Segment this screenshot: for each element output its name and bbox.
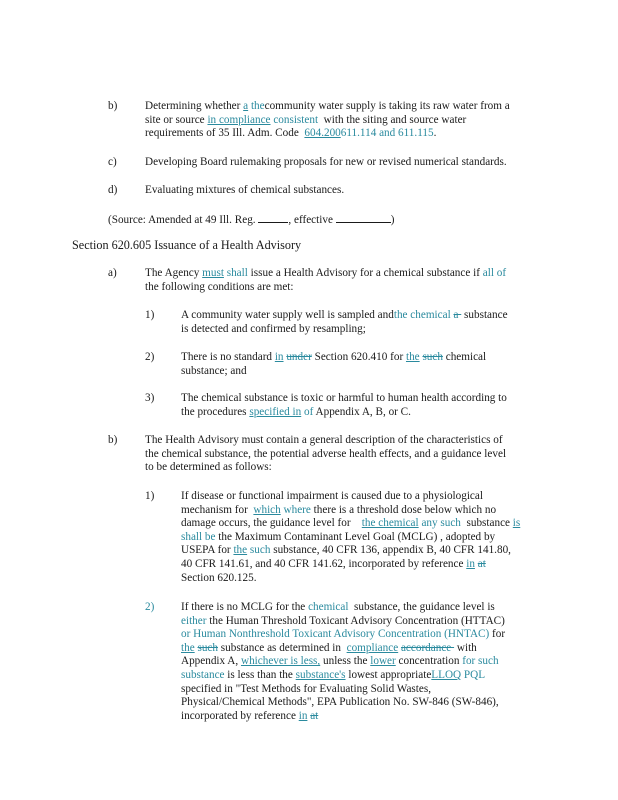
deleted-text: such bbox=[197, 641, 218, 654]
inserted-text: either bbox=[181, 614, 207, 627]
paragraph-a bbox=[145, 267, 565, 294]
text-run: If disease or functional impairment is caused due to a physiological bbox=[181, 490, 483, 502]
text-run: is less than the bbox=[224, 668, 296, 681]
inserted-text: the chemical bbox=[393, 309, 451, 321]
text-line bbox=[145, 448, 565, 462]
text-line bbox=[181, 683, 571, 697]
source-mid: , effective bbox=[288, 214, 336, 226]
inserted-underlined-text: the chemical bbox=[361, 517, 419, 530]
paragraph-b1 bbox=[181, 490, 571, 585]
inserted-text: any such bbox=[421, 517, 461, 530]
text-line bbox=[145, 127, 565, 141]
text-run: unless the bbox=[320, 655, 371, 668]
inserted-underlined-text: the bbox=[405, 351, 420, 363]
inserted-underlined-text: is bbox=[512, 517, 521, 530]
text-line bbox=[181, 696, 571, 710]
inserted-text: shall bbox=[226, 267, 248, 279]
text-run: with the siting and source water bbox=[318, 113, 467, 126]
paragraph-a3 bbox=[181, 392, 571, 419]
text-run: with bbox=[454, 641, 477, 654]
inserted-underlined-text: in bbox=[274, 351, 284, 363]
source-note bbox=[108, 212, 528, 228]
text-run: Section 620.410 for bbox=[311, 351, 406, 363]
inserted-underlined-text: in bbox=[298, 709, 308, 722]
text-run: requirements of 35 Ill. Adm. Code bbox=[145, 127, 305, 140]
text-run: concentration bbox=[395, 655, 463, 668]
text-line bbox=[181, 351, 571, 365]
text-run: the Human Threshold Toxicant Advisory Concentration (HTTAC) bbox=[206, 614, 505, 627]
item-label-c: c) bbox=[108, 156, 117, 168]
paragraph-d: Evaluating mixtures of chemical substances. bbox=[145, 184, 345, 196]
inserted-underlined-text: LLOQ bbox=[431, 668, 462, 681]
text-run: chemical bbox=[442, 351, 487, 363]
inserted-underlined-text: which bbox=[253, 503, 281, 516]
item-label-b: b) bbox=[108, 434, 118, 446]
deleted-text: accordance bbox=[400, 641, 455, 654]
text-run: substance as determined in bbox=[217, 641, 347, 654]
text-line bbox=[181, 628, 571, 642]
paragraph-b bbox=[145, 434, 565, 475]
paragraph-b2 bbox=[181, 601, 571, 723]
text-line bbox=[145, 281, 565, 295]
item-label-a: a) bbox=[108, 267, 117, 279]
text-run: The Health Advisory must contain a general description of the characteristics of bbox=[145, 434, 503, 446]
text-line bbox=[181, 642, 571, 656]
text-run: is detected and confirmed by resampling; bbox=[181, 322, 366, 335]
text-line bbox=[145, 100, 565, 114]
text-run: Section 620.125. bbox=[181, 571, 257, 584]
paragraph-b-top bbox=[145, 100, 565, 141]
text-line bbox=[181, 615, 571, 629]
text-run: for bbox=[489, 628, 506, 641]
text-line bbox=[181, 365, 571, 379]
inserted-text: where bbox=[283, 503, 311, 516]
text-line bbox=[145, 114, 565, 128]
inserted-text: of bbox=[304, 405, 314, 418]
deleted-text: at bbox=[310, 709, 319, 722]
text-run: The chemical substance is toxic or harmful to human health according to bbox=[181, 392, 507, 404]
text-run: the procedures bbox=[181, 405, 250, 418]
text-line bbox=[181, 601, 571, 615]
text-run: substance; and bbox=[181, 364, 247, 377]
inserted-underlined-text: lower bbox=[370, 655, 396, 668]
inserted-text: all of bbox=[482, 267, 507, 279]
section-heading: Section 620.605 Issuance of a Health Advisory bbox=[72, 238, 302, 252]
inserted-underlined-text: specified in bbox=[249, 405, 302, 418]
text-run: incorporated by reference bbox=[181, 709, 299, 722]
text-line bbox=[145, 267, 565, 281]
deleted-text: under bbox=[286, 351, 312, 363]
text-line bbox=[181, 392, 571, 406]
inserted-underlined-text: the bbox=[181, 641, 195, 654]
inserted-underlined-text: the bbox=[233, 544, 248, 557]
item-label-a1: 1) bbox=[145, 309, 155, 321]
text-line bbox=[181, 572, 571, 586]
deleted-text: such bbox=[422, 351, 443, 363]
date-blank-effective bbox=[336, 212, 391, 223]
source-prefix: (Source: Amended at 49 Ill. Reg. bbox=[108, 214, 259, 226]
inserted-underlined-text: in bbox=[466, 557, 475, 570]
text-run: to be determined as follows: bbox=[145, 461, 272, 474]
inserted-text: such bbox=[249, 544, 271, 557]
inserted-underlined-text: 604.200 bbox=[304, 127, 341, 140]
text-line bbox=[145, 461, 565, 475]
inserted-text: shall be bbox=[181, 530, 216, 543]
text-run: community water supply is taking its raw water from a bbox=[264, 100, 510, 112]
inserted-text: PQL bbox=[463, 668, 486, 681]
text-run: site or source bbox=[145, 113, 208, 126]
paragraph-a1 bbox=[181, 309, 571, 336]
date-blank-reg bbox=[258, 212, 288, 223]
text-run: substance, 40 CFR 136, appendix B, 40 CFR 141.80, bbox=[270, 544, 511, 557]
text-line bbox=[181, 531, 571, 545]
text-line bbox=[181, 406, 571, 420]
text-run: substance bbox=[461, 309, 508, 321]
text-line bbox=[181, 309, 571, 323]
text-line bbox=[181, 490, 571, 504]
item-label-d: d) bbox=[108, 184, 118, 196]
text-run: issue a Health Advisory for a chemical substance if bbox=[247, 267, 483, 279]
inserted-underlined-text: compliance bbox=[346, 641, 399, 654]
text-run: there is a threshold dose below which no bbox=[310, 503, 497, 516]
inserted-text: or Human Nonthreshold Toxicant Advisory Concentration (HNTAC) bbox=[181, 628, 490, 641]
inserted-underlined-text: substance's bbox=[295, 668, 346, 681]
text-run: mechanism for bbox=[181, 503, 254, 516]
text-line bbox=[181, 323, 571, 337]
text-run: A community water supply well is sampled and bbox=[181, 309, 394, 321]
source-suffix: ) bbox=[390, 214, 395, 226]
item-label-a2: 2) bbox=[145, 351, 155, 363]
text-line bbox=[181, 544, 571, 558]
text-line bbox=[181, 669, 571, 683]
inserted-underlined-text: a bbox=[243, 100, 249, 112]
inserted-text: for such bbox=[462, 655, 499, 668]
text-line bbox=[181, 655, 571, 669]
text-run: . bbox=[433, 127, 437, 140]
text-run: the chemical substance, the potential adverse health effects, and a guidance level bbox=[145, 447, 507, 460]
inserted-text: consistent bbox=[273, 113, 319, 126]
item-label-a3: 3) bbox=[145, 392, 155, 404]
deleted-text: at bbox=[477, 557, 486, 570]
item-label-b1: 1) bbox=[145, 490, 155, 502]
text-run: If there is no MCLG for the bbox=[181, 601, 309, 613]
text-line bbox=[181, 504, 571, 518]
text-line bbox=[181, 558, 571, 572]
item-label-b-top: b) bbox=[108, 100, 118, 112]
text-run: USEPA for bbox=[181, 544, 234, 557]
text-run: Physical/Chemical Methods", EPA Publication No. SW-846 (SW-846), bbox=[181, 696, 499, 709]
item-label-b2: 2) bbox=[145, 601, 155, 613]
text-run: There is no standard bbox=[181, 351, 275, 363]
inserted-text: the bbox=[250, 100, 265, 112]
inserted-underlined-text: must bbox=[202, 267, 224, 279]
inserted-text: 611.114 and 611.115 bbox=[340, 127, 434, 140]
inserted-text: chemical bbox=[308, 601, 349, 613]
text-run: substance, the guidance level is bbox=[348, 601, 495, 613]
text-run: substance bbox=[460, 517, 513, 530]
text-run: 40 CFR 141.61, and 40 CFR 141.62, incorporated by reference bbox=[181, 557, 467, 570]
paragraph-a2 bbox=[181, 351, 571, 378]
text-run: lowest appropriate bbox=[345, 668, 432, 681]
inserted-text: substance bbox=[181, 668, 225, 681]
inserted-underlined-text: in compliance bbox=[207, 113, 271, 126]
text-run: specified in "Test Methods for Evaluating Solid Wastes, bbox=[181, 682, 432, 695]
text-run: the Maximum Contaminant Level Goal (MCLG) , adopted by bbox=[215, 530, 496, 543]
text-run: the following conditions are met: bbox=[145, 280, 294, 293]
text-run: Appendix A, bbox=[181, 655, 241, 668]
text-run: The Agency bbox=[145, 267, 203, 279]
inserted-underlined-text: whichever is less, bbox=[240, 655, 321, 668]
text-line bbox=[145, 434, 565, 448]
deleted-text: a bbox=[453, 309, 462, 321]
text-run: Determining whether bbox=[145, 100, 244, 112]
text-run: damage occurs, the guidance level for bbox=[181, 517, 362, 530]
text-line bbox=[181, 517, 571, 531]
text-run: Appendix A, B, or C. bbox=[313, 405, 411, 418]
text-line bbox=[181, 710, 571, 724]
paragraph-c: Developing Board rulemaking proposals for new or revised numerical standards. bbox=[145, 156, 507, 168]
